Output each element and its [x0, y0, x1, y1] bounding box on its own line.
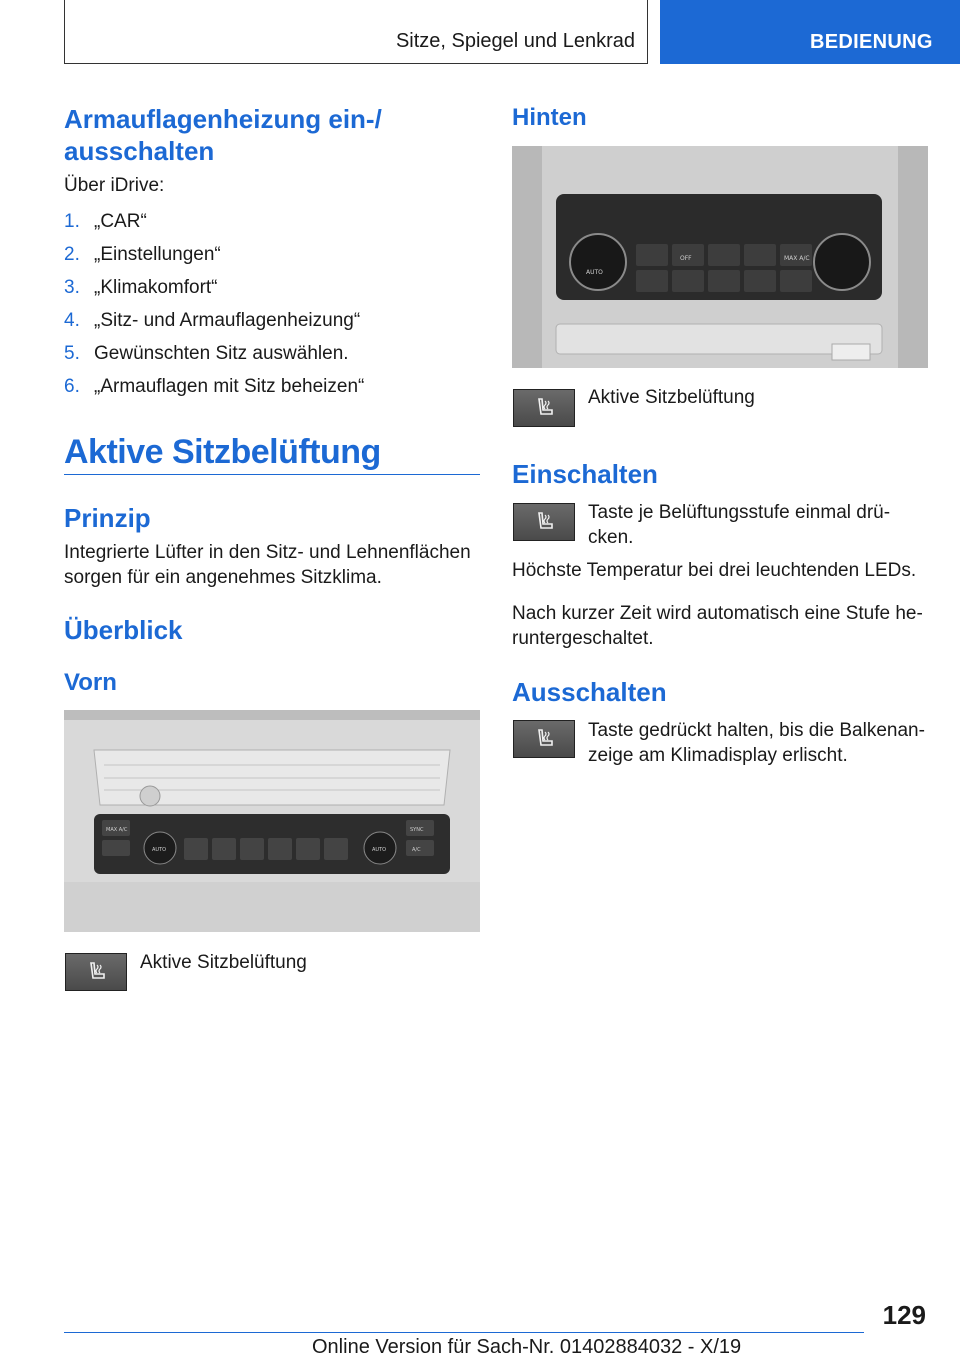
label-sync: SYNC: [410, 827, 424, 833]
label-auto-rear: AUTO: [586, 269, 603, 276]
heading-armauflagenheizung: Armauflagenheizung ein-/ ausschalten: [64, 104, 382, 166]
heading-ueberblick: Überblick: [64, 615, 183, 645]
heading-aktive-sitzbelueftung-block: [64, 430, 480, 475]
list-item: 5. Gewünschten Sitz auswählen.: [64, 343, 349, 364]
heading-hinten: Hinten: [512, 104, 587, 131]
heading-einschalten: Einschalten: [512, 459, 658, 489]
front-climate-panel-image: [64, 710, 480, 932]
heading-ausschalten: Ausschalten: [512, 677, 667, 707]
header-chapter-tab[interactable]: [660, 0, 960, 64]
rear-climate-panel-drawing: [512, 146, 928, 368]
seat-fan-icon: [533, 396, 557, 420]
prinzip-text: Integrierte Lüfter in den Sitz- und Lehnenflächen sorgen für ein angenehmes Sitzklima.: [64, 542, 471, 588]
seat-fan-icon: [533, 510, 557, 534]
page-number: 129: [882, 1300, 926, 1330]
seat-ventilation-button-icon: [513, 720, 575, 758]
list-item: 4. „Sitz- und Armauflagenheizung“: [64, 310, 361, 331]
temperature-text: Höchste Temperatur bei drei leuchtenden LEDs.: [512, 560, 917, 581]
heading-vorn: Vorn: [64, 669, 117, 696]
rear-climate-panel-image: [512, 146, 928, 368]
heading-prinzip: Prinzip: [64, 503, 151, 533]
intro-text: Über iDrive:: [64, 175, 165, 196]
front-climate-panel-drawing: [64, 710, 480, 932]
seat-ventilation-icon: [513, 389, 575, 427]
seat-fan-icon: [533, 727, 557, 751]
header-section-title: Sitze, Spiegel und Lenkrad: [395, 30, 635, 52]
header-section-box: [64, 0, 648, 64]
seat-ventilation-icon: [65, 953, 127, 991]
list-item: 6. „Armauflagen mit Sitz beheizen“: [64, 376, 365, 397]
footer-online-version: Online Version für Sach-Nr. 01402884032 - X/19: [312, 1336, 742, 1358]
label-ac: A/C: [412, 847, 421, 853]
stufe-text: Nach kurzer Zeit wird automatisch eine Stufe he- runtergeschaltet.: [512, 603, 923, 649]
list-item: 2. „Einstellungen“: [64, 244, 221, 265]
ausschalten-text: Taste gedrückt halten, bis die Balkenan- zeige am Klimadisplay erlischt.: [588, 720, 925, 766]
heading-aktive-sitzbelueftung: Aktive Sitzbelüftung: [64, 433, 381, 471]
list-item: 1. „CAR“: [64, 211, 147, 232]
header-chapter-label: BEDIENUNG: [810, 31, 933, 53]
list-item: 3. „Klimakomfort“: [64, 277, 218, 298]
einschalten-text: Taste je Belüftungsstufe einmal drü- cken.: [588, 502, 891, 548]
seat-ventilation-button-icon: [513, 503, 575, 541]
label-off-rear: OFF: [680, 255, 692, 262]
seat-fan-icon: [85, 960, 109, 984]
idrive-steps-list: [64, 209, 480, 407]
label-max-ac-rear: MAX A/C: [784, 255, 810, 262]
hinten-icon-caption: Aktive Sitzbelüftung: [588, 387, 755, 408]
label-auto-right: AUTO: [372, 847, 387, 853]
footer-divider: [64, 1332, 864, 1333]
label-max-ac: MAX A/C: [106, 827, 128, 833]
vorn-icon-caption: Aktive Sitzbelüftung: [140, 952, 307, 973]
label-auto-left: AUTO: [152, 847, 167, 853]
